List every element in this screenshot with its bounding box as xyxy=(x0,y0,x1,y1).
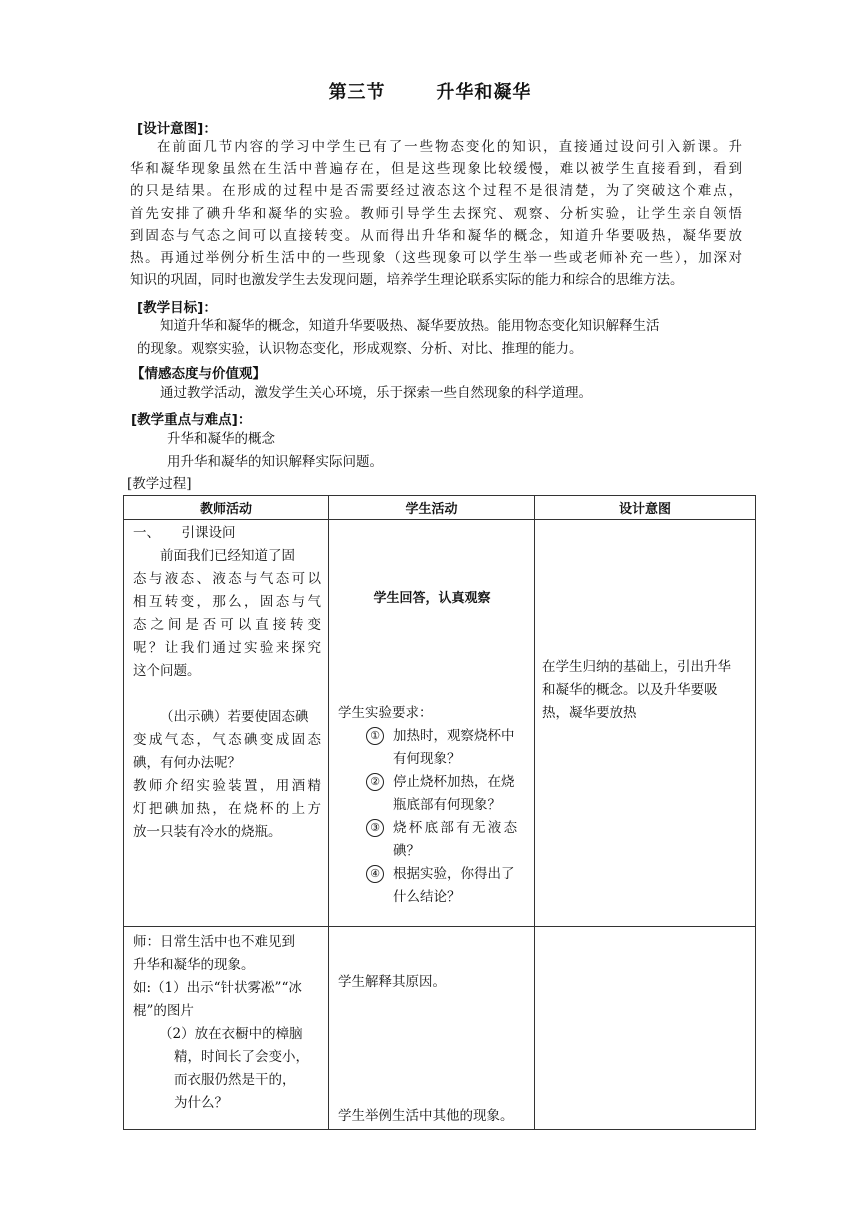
number-2-icon: ② xyxy=(366,773,384,791)
objectives-line: 的现象。观察实验，认识物态变化，形成观察、分析、对比、推理的能力。 xyxy=(137,341,583,357)
section-title: 一、 引课设问 xyxy=(133,525,236,541)
teacher-text-line: 精，时间长了会变小， xyxy=(174,1049,309,1065)
design-intent-line: 知识的巩固，同时也激发学生去发现问题，培养学生理论联系实际的能力和综合的思维方法。 xyxy=(130,272,684,289)
requirement-text: 什么结论？ xyxy=(393,889,461,905)
requirement-text: 加热时，观察烧杯中 xyxy=(393,728,515,744)
table-row xyxy=(124,520,756,927)
number-1-icon: ① xyxy=(366,727,384,745)
student-activity-cell xyxy=(329,927,535,1130)
teacher-activity-cell xyxy=(124,520,329,927)
requirement-text: 碘？ xyxy=(393,843,420,859)
objectives-heading: [教学目标]： xyxy=(137,300,217,316)
teacher-text-line: （出示碘）若要使固态碘 xyxy=(160,709,309,725)
teacher-text-line: 师：日常生活中也不难见到 xyxy=(133,934,295,950)
column-header-intent: 设计意图 xyxy=(535,496,756,520)
teacher-text-line: 为什么？ xyxy=(174,1095,228,1111)
number-4-icon: ④ xyxy=(366,865,384,883)
requirement-item xyxy=(338,817,526,863)
values-heading: 【情感态度与价值观】 xyxy=(131,366,266,382)
process-heading: [教学过程] xyxy=(127,476,192,492)
teacher-text-line: 这个问题。 xyxy=(133,663,201,679)
design-intent-line: 的只是结果。在形成的过程中是否需要经过液态这个过程不是很清楚，为了突破这个难点， xyxy=(130,183,742,200)
intent-text-line: 热，凝华要放热 xyxy=(542,705,637,721)
lesson-table xyxy=(123,495,756,1130)
teacher-text-line: 态与液态、液态与气态可以 xyxy=(133,571,321,587)
column-header-student: 学生活动 xyxy=(329,496,535,520)
requirement-item xyxy=(338,725,526,771)
page-title: 第三节 升华和凝华 xyxy=(328,82,532,103)
student-text-line: 学生解释其原因。 xyxy=(338,974,446,990)
requirement-item xyxy=(338,771,526,817)
requirement-text: 瓶底部有何现象？ xyxy=(393,797,501,813)
requirement-item xyxy=(338,863,526,909)
experiment-requirements-heading: 学生实验要求： xyxy=(338,705,433,721)
intent-text-line: 和凝华的概念。以及升华要吸 xyxy=(542,682,718,698)
design-intent-line: 到固态与气态之间可以直接转变。从而得出升华和凝华的概念，知道升华要吸热，凝华要放 xyxy=(130,227,742,244)
student-answer-text: 学生回答，认真观察 xyxy=(373,591,491,606)
teacher-text-line: 升华和凝华的现象。 xyxy=(133,957,255,973)
intent-text-line: 在学生归纳的基础上，引出升华 xyxy=(542,659,731,675)
design-intent-line: 在前面几节内容的学习中学生已有了一些物态变化的知识，直接通过设问引入新课。升 xyxy=(157,139,742,155)
design-intent-cell xyxy=(535,520,756,927)
column-header-teacher: 教师活动 xyxy=(124,496,329,520)
design-intent-line: 首先安排了碘升华和凝华的实验。教师引导学生去探究、观察、分析实验，让学生亲自领悟 xyxy=(130,205,742,222)
teacher-text-line: 如:（1）出示“针状雾凇”“冰 xyxy=(133,980,302,996)
key-points-heading: [教学重点与难点]： xyxy=(131,412,252,428)
teacher-text-line: 呢？让我们通过实验来探究 xyxy=(133,640,321,656)
teacher-activity-cell xyxy=(124,927,329,1130)
teacher-text-line: （2）放在衣橱中的樟脑 xyxy=(159,1026,303,1042)
key-point-item: 升华和凝华的概念 xyxy=(167,431,275,447)
teacher-text-line: 灯把碘加热，在烧杯的上方 xyxy=(133,801,321,817)
requirement-text: 根据实验，你得出了 xyxy=(393,866,515,882)
requirement-text: 停止烧杯加热，在烧 xyxy=(393,774,515,790)
student-activity-cell xyxy=(329,520,535,927)
design-intent-cell xyxy=(535,927,756,1130)
design-intent-line: 华和凝华现象虽然在生活中普遍存在，但是这些现象比较缓慢，难以被学生直接看到，看到 xyxy=(130,161,742,178)
teacher-text-line: 棍”的图片 xyxy=(133,1003,194,1019)
design-intent-paragraph xyxy=(130,136,742,291)
teacher-text-line: 而衣服仍然是干的， xyxy=(174,1072,296,1088)
teacher-text-line: 相互转变，那么，固态与气 xyxy=(133,594,321,610)
table-header-row xyxy=(124,496,756,520)
design-intent-heading: [设计意图]： xyxy=(137,121,217,137)
teacher-text-line: 变成气态，气态碘变成固态 xyxy=(133,732,321,748)
key-point-item: 用升华和凝华的知识解释实际问题。 xyxy=(167,454,383,470)
design-intent-line: 热。再通过举例分析生活中的一些现象（这些现象可以学生举一些或老师补充一些），加深对 xyxy=(130,250,742,267)
table-row xyxy=(124,927,756,1130)
teacher-text-line: 态之间是否可以直接转变 xyxy=(133,617,321,633)
objectives-line: 知道升华和凝华的概念，知道升华要吸热、凝华要放热。能用物态变化知识解释生活 xyxy=(160,318,660,334)
values-line: 通过教学活动，激发学生关心环境，乐于探索一些自然现象的科学道理。 xyxy=(160,385,592,401)
student-text-line: 学生举例生活中其他的现象。 xyxy=(338,1108,514,1124)
number-3-icon: ③ xyxy=(366,819,384,837)
requirement-text: 有何现象？ xyxy=(393,751,461,767)
teacher-text-line: 教师介绍实验装置，用酒精 xyxy=(133,778,321,794)
requirement-text: 烧杯底部有无液态 xyxy=(393,820,520,836)
teacher-text-line: 碘，有何办法呢？ xyxy=(133,755,241,771)
teacher-text-line: 放一只装有冷水的烧瓶。 xyxy=(133,824,282,840)
teacher-text-line: 前面我们已经知道了固 xyxy=(160,548,295,564)
